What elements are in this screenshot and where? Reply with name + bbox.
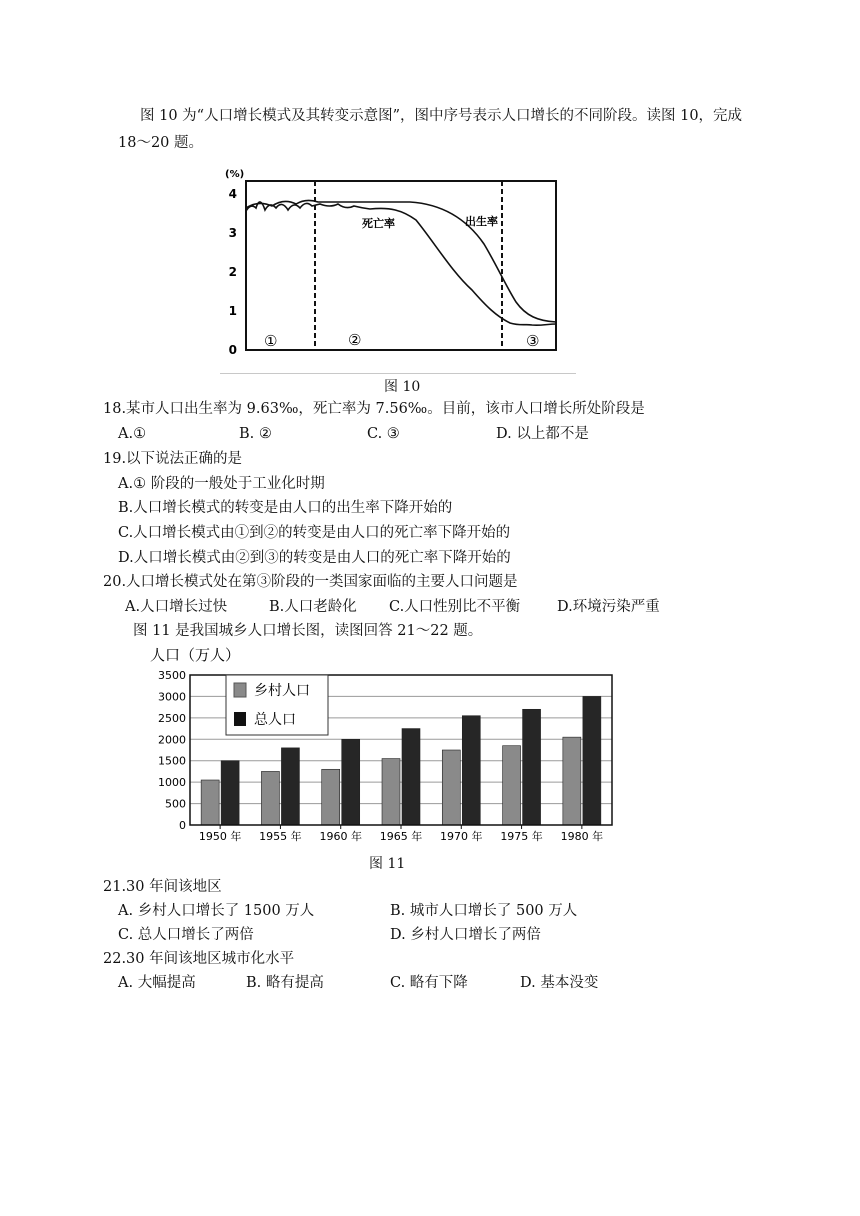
q20-option-c: C.人口性别比不平衡 (389, 599, 521, 615)
q22-option-a: A. 大幅提高 (118, 975, 196, 991)
legend-swatch-total (234, 712, 246, 726)
fig10-ytick: 4 (228, 187, 237, 201)
fig10-ytick: 0 (228, 343, 237, 357)
intro-figure-11: 图 11 是我国城乡人口增长图，读图回答 21～22 题。 (133, 623, 483, 639)
q18-option-a: A.① (118, 426, 147, 442)
fig10-birth-rate-curve (246, 200, 556, 322)
intro-line-2: 18～20 题。 (118, 135, 204, 151)
chart-ytick-label: 0 (179, 819, 186, 832)
q21-option-c: C. 总人口增长了两倍 (118, 927, 254, 943)
q18-option-c: C. ③ (367, 426, 400, 442)
fig10-death-rate-label: 死亡率 (362, 217, 395, 230)
chart-xtick-label: 1980 年 (560, 830, 604, 843)
q19-option-b: B.人口增长模式的转变是由人口的出生率下降开始的 (118, 500, 453, 516)
figure-10-population-transition-diagram (220, 164, 565, 360)
bar-total-population (221, 761, 239, 825)
q19-option-d: D.人口增长模式由②到③的转变是由人口的死亡率下降开始的 (118, 550, 511, 566)
bar-total-population (342, 739, 360, 825)
fig10-death-rate-curve (246, 202, 556, 325)
chart-ytick-label: 3000 (158, 690, 186, 704)
q20-option-d: D.环境污染严重 (557, 599, 660, 615)
bar-total-population (583, 696, 601, 825)
fig11-caption: 图 11 (369, 856, 406, 872)
chart-ylabel: 人口（万人） (150, 646, 241, 664)
fig10-stage-1: ① (264, 332, 278, 350)
bar-rural-population (382, 759, 400, 825)
bar-rural-population (201, 780, 219, 825)
fig10-birth-rate-label: 出生率 (465, 215, 498, 228)
chart-ytick-label: 2000 (158, 733, 186, 747)
bar-rural-population (503, 746, 521, 825)
bar-total-population (281, 748, 299, 825)
q20-stem: 20.人口增长模式处在第③阶段的一类国家面临的主要人口问题是 (103, 574, 518, 590)
bar-rural-population (322, 769, 340, 825)
q21-option-d: D. 乡村人口增长了两倍 (390, 927, 541, 943)
fig10-stage-3: ③ (526, 332, 540, 350)
fig10-ytick: 3 (228, 226, 237, 240)
bar-rural-population (261, 771, 279, 825)
fig10-unit-label: (%) (225, 169, 245, 180)
q22-option-c: C. 略有下降 (390, 975, 468, 991)
legend-label-rural: 乡村人口 (254, 683, 310, 699)
chart-xtick-label: 1970 年 (440, 830, 483, 843)
chart-xtick-label: 1965 年 (379, 830, 423, 843)
q20-option-b: B.人口老龄化 (269, 599, 357, 615)
fig10-caption-rule (220, 373, 576, 374)
q22-option-d: D. 基本没变 (520, 975, 599, 991)
q18-option-b: B. ② (239, 426, 272, 442)
chart-xtick-label: 1955 年 (259, 830, 302, 843)
chart-ytick-label: 500 (165, 797, 186, 811)
figure-11-population-bar-chart (150, 644, 620, 844)
q19-stem: 19.以下说法正确的是 (103, 451, 243, 467)
chart-xtick-label: 1950 年 (198, 830, 242, 843)
q18-option-d: D. 以上都不是 (496, 426, 589, 442)
fig10-stage-2: ② (348, 331, 362, 349)
fig10-ytick: 1 (228, 304, 237, 318)
q21-option-a: A. 乡村人口增长了 1500 万人 (118, 903, 315, 919)
q20-option-a: A.人口增长过快 (125, 599, 228, 615)
chart-ytick-label: 3500 (158, 669, 186, 682)
q21-option-b: B. 城市人口增长了 500 万人 (390, 903, 578, 919)
intro-line-1: 图 10 为“人口增长模式及其转变示意图”，图中序号表示人口增长的不同阶段。读图 10，完成 (140, 108, 743, 124)
fig10-caption: 图 10 (384, 379, 421, 395)
q19-option-a: A.① 阶段的一般处于工业化时期 (118, 476, 325, 492)
chart-legend (226, 675, 328, 735)
chart-ytick-label: 1500 (158, 754, 186, 768)
q22-option-b: B. 略有提高 (246, 975, 324, 991)
chart-ytick-label: 2500 (158, 711, 186, 725)
chart-xtick-label: 1975 年 (500, 830, 543, 843)
fig10-ytick: 2 (228, 265, 237, 279)
legend-swatch-rural (234, 683, 246, 697)
legend-label-total: 总人口 (254, 712, 296, 728)
bar-total-population (462, 716, 480, 825)
q18-stem: 18.某市人口出生率为 9.63‰，死亡率为 7.56‰。目前，该市人口增长所处阶段是 (103, 401, 645, 417)
q22-stem: 22.30 年间该地区城市化水平 (103, 951, 295, 967)
chart-xtick-label: 1960 年 (319, 830, 362, 843)
bar-rural-population (563, 737, 581, 825)
bar-rural-population (442, 750, 460, 825)
q21-stem: 21.30 年间该地区 (103, 879, 222, 895)
bar-total-population (523, 709, 541, 825)
chart-ytick-label: 1000 (158, 776, 186, 790)
bar-total-population (402, 729, 420, 825)
q19-option-c: C.人口增长模式由①到②的转变是由人口的死亡率下降开始的 (118, 525, 511, 541)
